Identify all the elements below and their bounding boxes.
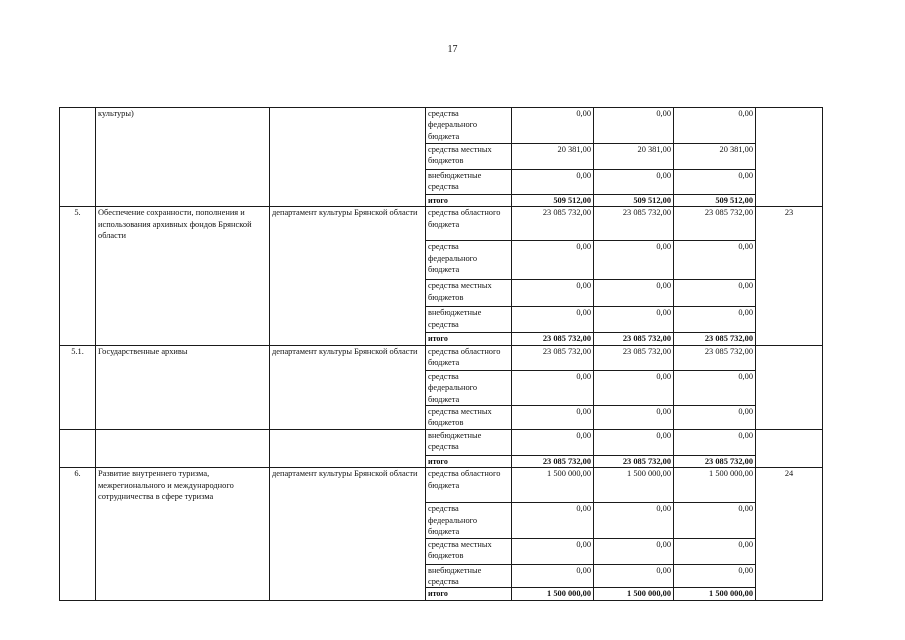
amount-year-2: 23 085 732,00 <box>594 207 674 241</box>
amount-year-1: 20 381,00 <box>512 144 594 170</box>
amount-year-1: 1 500 000,00 <box>512 588 594 600</box>
indicator-ref <box>756 345 823 429</box>
amount-year-3: 0,00 <box>674 503 756 538</box>
amount-year-1: 0,00 <box>512 430 594 456</box>
amount-year-3: 0,00 <box>674 430 756 456</box>
event-name: культуры) <box>96 108 270 207</box>
row-number <box>60 430 96 468</box>
amount-year-3: 23 085 732,00 <box>674 456 756 468</box>
amount-year-1: 0,00 <box>512 241 594 280</box>
fund-source: средства федерального бюджета <box>426 370 512 405</box>
fund-source: итого <box>426 195 512 207</box>
event-name: Государственные архивы <box>96 345 270 429</box>
row-number <box>60 108 96 207</box>
amount-year-3: 23 085 732,00 <box>674 345 756 370</box>
fund-source: средства местных бюджетов <box>426 406 512 430</box>
amount-year-1: 1 500 000,00 <box>512 468 594 503</box>
table-row <box>60 430 823 456</box>
executor: департамент культуры Брянской области <box>270 345 426 429</box>
amount-year-2: 20 381,00 <box>594 144 674 170</box>
amount-year-3: 0,00 <box>674 241 756 280</box>
row-number: 5. <box>60 207 96 345</box>
fund-source: средства областного бюджета <box>426 345 512 370</box>
table-row <box>60 207 823 241</box>
amount-year-2: 0,00 <box>594 503 674 538</box>
fund-source: средства местных бюджетов <box>426 538 512 564</box>
amount-year-1: 509 512,00 <box>512 195 594 207</box>
amount-year-3: 0,00 <box>674 170 756 195</box>
amount-year-1: 0,00 <box>512 108 594 144</box>
amount-year-2: 0,00 <box>594 307 674 333</box>
amount-year-1: 23 085 732,00 <box>512 207 594 241</box>
amount-year-1: 0,00 <box>512 170 594 195</box>
fund-source: средства областного бюджета <box>426 468 512 503</box>
amount-year-3: 0,00 <box>674 406 756 430</box>
table-row <box>60 468 823 503</box>
indicator-ref: 23 <box>756 207 823 345</box>
amount-year-2: 509 512,00 <box>594 195 674 207</box>
budget-table <box>59 107 823 601</box>
table-row <box>60 108 823 144</box>
amount-year-2: 23 085 732,00 <box>594 345 674 370</box>
event-name: Обеспечение сохранности, пополнения и использования архивных фондов Брянской области <box>96 207 270 345</box>
fund-source: средства местных бюджетов <box>426 144 512 170</box>
executor <box>270 430 426 468</box>
fund-source: итого <box>426 588 512 600</box>
amount-year-3: 0,00 <box>674 564 756 588</box>
amount-year-3: 1 500 000,00 <box>674 468 756 503</box>
amount-year-1: 0,00 <box>512 307 594 333</box>
fund-source: итого <box>426 333 512 345</box>
executor: департамент культуры Брянской области <box>270 468 426 600</box>
amount-year-1: 0,00 <box>512 564 594 588</box>
amount-year-1: 0,00 <box>512 370 594 405</box>
amount-year-3: 0,00 <box>674 538 756 564</box>
amount-year-2: 0,00 <box>594 564 674 588</box>
indicator-ref <box>756 108 823 207</box>
amount-year-3: 20 381,00 <box>674 144 756 170</box>
fund-source: внебюджетные средства <box>426 170 512 195</box>
amount-year-2: 0,00 <box>594 241 674 280</box>
executor <box>270 108 426 207</box>
fund-source: средства федерального бюджета <box>426 503 512 538</box>
indicator-ref <box>756 430 823 468</box>
table-row <box>60 345 823 370</box>
fund-source: средства федерального бюджета <box>426 241 512 280</box>
amount-year-3: 0,00 <box>674 307 756 333</box>
event-name <box>96 430 270 468</box>
fund-source: средства областного бюджета <box>426 207 512 241</box>
amount-year-1: 0,00 <box>512 538 594 564</box>
amount-year-2: 1 500 000,00 <box>594 468 674 503</box>
amount-year-1: 23 085 732,00 <box>512 345 594 370</box>
amount-year-2: 0,00 <box>594 108 674 144</box>
indicator-ref: 24 <box>756 468 823 600</box>
amount-year-2: 23 085 732,00 <box>594 456 674 468</box>
amount-year-3: 23 085 732,00 <box>674 207 756 241</box>
amount-year-3: 0,00 <box>674 280 756 307</box>
fund-source: внебюджетные средства <box>426 430 512 456</box>
fund-source: внебюджетные средства <box>426 307 512 333</box>
amount-year-3: 0,00 <box>674 370 756 405</box>
amount-year-1: 23 085 732,00 <box>512 456 594 468</box>
page-number: 17 <box>447 44 458 55</box>
amount-year-3: 509 512,00 <box>674 195 756 207</box>
amount-year-2: 23 085 732,00 <box>594 333 674 345</box>
amount-year-1: 0,00 <box>512 406 594 430</box>
amount-year-1: 23 085 732,00 <box>512 333 594 345</box>
amount-year-2: 0,00 <box>594 430 674 456</box>
amount-year-1: 0,00 <box>512 503 594 538</box>
row-number: 5.1. <box>60 345 96 429</box>
row-number: 6. <box>60 468 96 600</box>
amount-year-2: 0,00 <box>594 406 674 430</box>
amount-year-3: 1 500 000,00 <box>674 588 756 600</box>
amount-year-3: 0,00 <box>674 108 756 144</box>
amount-year-3: 23 085 732,00 <box>674 333 756 345</box>
executor: департамент культуры Брянской области <box>270 207 426 345</box>
fund-source: итого <box>426 456 512 468</box>
amount-year-2: 0,00 <box>594 170 674 195</box>
amount-year-2: 0,00 <box>594 370 674 405</box>
event-name: Развитие внутреннего туризма, межрегионального и международного сотрудничества в сфере туризма <box>96 468 270 600</box>
fund-source: средства федерального бюджета <box>426 108 512 144</box>
fund-source: внебюджетные средства <box>426 564 512 588</box>
fund-source: средства местных бюджетов <box>426 280 512 307</box>
amount-year-1: 0,00 <box>512 280 594 307</box>
amount-year-2: 1 500 000,00 <box>594 588 674 600</box>
amount-year-2: 0,00 <box>594 538 674 564</box>
amount-year-2: 0,00 <box>594 280 674 307</box>
